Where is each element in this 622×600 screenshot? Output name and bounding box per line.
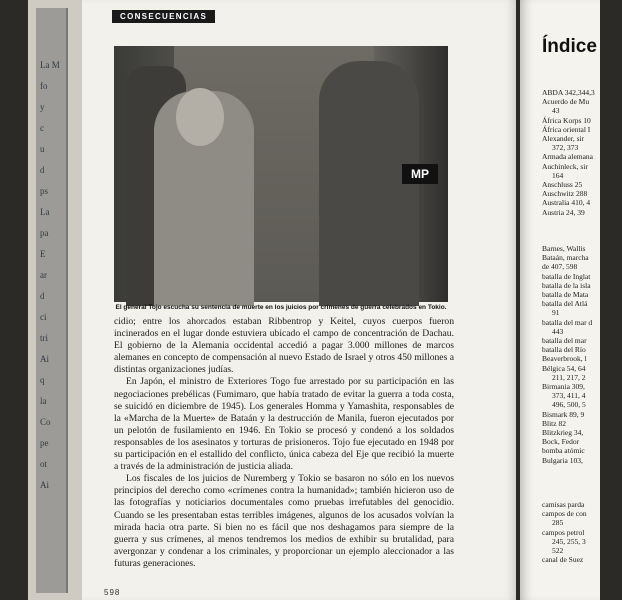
- spine-fragment: d: [40, 165, 45, 175]
- index-entry: Bélgica 54, 64: [542, 363, 586, 373]
- spine-text-fragments: [40, 60, 62, 490]
- index-entry: 372, 373: [552, 143, 579, 153]
- photo-caption: El general Tojo escucha su sentencia de muerte en los juicios por crímenes de guerra celebrados en Tokio.: [115, 304, 447, 311]
- index-entry: 285: [552, 518, 564, 528]
- body-text: [114, 316, 454, 570]
- index-entry: 373, 411, 4: [552, 391, 586, 401]
- index-block-c: [542, 500, 622, 564]
- index-entry: Alexander, sir: [542, 134, 585, 144]
- photo-tojo-trial: [114, 46, 448, 302]
- left-page: [82, 0, 516, 600]
- index-entry: 443: [552, 326, 564, 336]
- index-entry: Beaverbrook, l: [542, 354, 587, 364]
- spine-fragment: la: [40, 396, 47, 406]
- index-entry: 91: [552, 308, 560, 318]
- index-entry: Bock, Fedor: [542, 437, 580, 447]
- index-entry: Birmania 309,: [542, 382, 585, 392]
- index-entry: Australia 410, 4: [542, 198, 591, 208]
- index-entry: batalla del Río: [542, 345, 586, 355]
- index-entry: batalla del mar: [542, 336, 587, 346]
- page-number: 598: [104, 588, 121, 597]
- paragraph-1: cidio; entre los ahorcados estaban Ribbentrop y Keitel, cuyos cuerpos fueron incinerados en el lugar donde estuviera ubicado el campo de concentración de Dachau. El gobierno de la Alemania occidental accedió a pagar 3.000 millones de marcos alemanes en concepto de compensación al nuevo Estado de Israel y otros 450 millones a distintas organizaciones judías.: [114, 316, 454, 376]
- spine-fragment: fo: [40, 81, 48, 91]
- spine-fragment: tri: [40, 333, 48, 343]
- mp-armband: MP: [402, 164, 438, 184]
- spine-fragment: c: [40, 123, 44, 133]
- right-page-index: [520, 0, 600, 600]
- index-entry: Austria 24, 39: [542, 207, 585, 217]
- index-block-b: [542, 244, 622, 465]
- spine-fragment: y: [40, 102, 45, 112]
- index-entry: 522: [552, 546, 564, 556]
- index-entry: campos petrol: [542, 527, 585, 537]
- spine-fragment: Ai: [40, 354, 49, 364]
- index-entry: Auschwitz 288: [542, 189, 588, 199]
- spine-fragment: d: [40, 291, 45, 301]
- index-entry: Bataán, marcha: [542, 253, 589, 263]
- spine-fragment: Ai: [40, 480, 49, 490]
- index-entry: campos de con: [542, 509, 587, 519]
- spine-fragment: E: [40, 249, 46, 259]
- spine-fragment: ci: [40, 312, 47, 322]
- spine-fragment: Co: [40, 417, 51, 427]
- index-entry: 245, 255, 3: [552, 536, 586, 546]
- spine-fragment: La M: [40, 60, 60, 70]
- index-entry: 43: [552, 106, 560, 116]
- paragraph-2: En Japón, el ministro de Exteriores Togo fue arrestado por su participación en las negociaciones prebélicas (Fumimaro, que había tratado de evitar la guerra a toda costa, se suicidó en diciembre de 1945). Los generales Homma y Yamashita, responsables de la «Marcha de la Muerte» de Bataán y la destrucción de Manila, fueron ejecutados por un pelotón de fusilamiento en 1946. En Tokio se procesó y condenó a los soldados responsables de los asesinatos y torturas de prisioneros. Tojo fue ejecutado en 1948 por su participación en el estallido del conflicto, única cabeza del Eje que recibió la muerte a través de la administración de justicia aliada.: [114, 376, 454, 473]
- index-entry: África oriental I: [542, 124, 591, 134]
- index-entry: canal de Suez: [542, 555, 584, 565]
- spine-fragment: La: [40, 207, 50, 217]
- index-entry: 164: [552, 170, 564, 180]
- index-entry: 211, 217, 2: [552, 372, 586, 382]
- index-entry: Barnes, Wallis: [542, 244, 586, 253]
- spine-fragment: pe: [40, 438, 49, 448]
- index-entry: Auchinleck, sir: [542, 161, 588, 171]
- index-entry: Acuerdo de Mu: [542, 97, 590, 107]
- spine-fragment: pa: [40, 228, 49, 238]
- index-entry: Blitzkrieg 34,: [542, 428, 584, 438]
- spine-fragment: u: [40, 144, 45, 154]
- index-entry: Bismark 89, 9: [542, 409, 585, 419]
- index-block-a: [542, 88, 622, 217]
- index-entry: África Korps 10: [542, 115, 591, 125]
- index-entry: Armada alemana: [542, 152, 594, 162]
- index-entry: batalla del mar d: [542, 317, 593, 327]
- index-entry: batalla de Inglat: [542, 271, 591, 281]
- paragraph-3: Los fiscales de los juicios de Nuremberg y Tokio se basaron no sólo en los nuevos principios del derecho como «crímenes contra la humanidad»; también hicieron uso de las fotografías y noticiarios documentales como pruebas irrefutables del genocidio. Cuando se les presentaban estas terribles imágenes, algunos de los acusados volvían la mirada hacia otra parte. Si bien no es fácil que nos deshagamos para siempre de la guerra y sus crímenes, al menos tendremos los medios de exhibir su brutalidad, para avergonzar y condenar a los criminales, y proporcionar un ejemplo aleccionador a las futuras generaciones.: [114, 473, 454, 569]
- index-entry: Bulgaria 103,: [542, 455, 583, 465]
- spine-fragment: q: [40, 375, 45, 385]
- spine-fragment: ar: [40, 270, 47, 280]
- spine-fragment: ps: [40, 186, 49, 196]
- index-entry: batalla de la isla: [542, 280, 591, 290]
- photo-tojo-head: [176, 88, 224, 146]
- index-entry: bomba atómic: [542, 446, 585, 456]
- index-entry: 496, 500, 5: [552, 400, 586, 410]
- index-entry: batalla de Mata: [542, 290, 589, 300]
- index-entry: batalla del Atlá: [542, 299, 588, 309]
- index-title: Índice: [542, 36, 597, 57]
- index-entry: Anschluss 25: [542, 180, 583, 190]
- section-tab: CONSECUENCIAS: [112, 10, 215, 23]
- index-entry: camisas parda: [542, 500, 585, 509]
- index-entry: de 407, 598: [542, 262, 578, 272]
- spine-fragment: ot: [40, 459, 48, 469]
- index-entry: ABDA 342,344,3: [542, 88, 595, 97]
- index-entry: Blitz 82: [542, 418, 566, 428]
